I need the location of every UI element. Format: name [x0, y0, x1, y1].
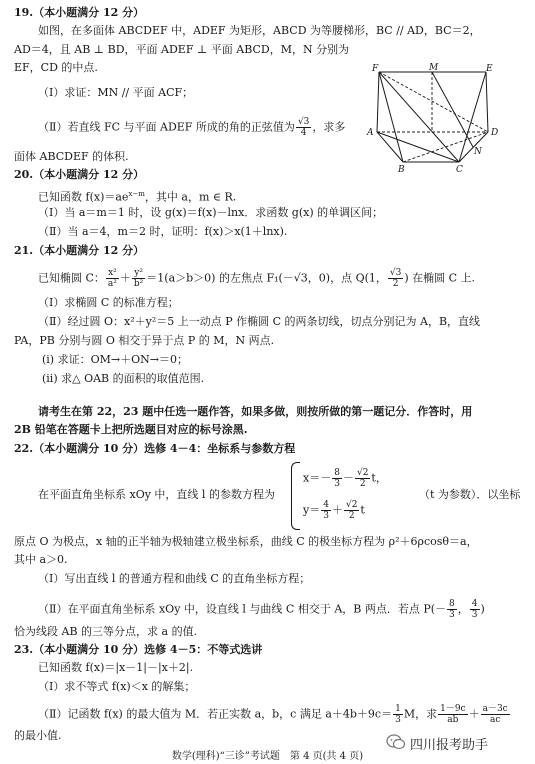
q21-part-2-cont: PA，PB 分别与圆 O 相交于异于点 P 的 M，N 两点.	[14, 334, 275, 347]
fraction: $\frac{√3}{4}$	[297, 117, 310, 138]
q21-sub-ii: (ii) 求△ OAB 的面积的取值范围.	[42, 372, 205, 385]
q22-text-line: 其中 a＞0.	[14, 553, 68, 566]
q23-part-2: （Ⅱ）记函数 f(x) 的最大值为 M．若正实数 a，b，c 满足 a＋4b＋9c＝ $\frac{1}{3}$ M，求 $\frac{1-9c}{ab}$ ＋ $\frac{a-3c}{ac}$	[38, 704, 508, 725]
watermark-text: 四川报考助手	[410, 738, 489, 753]
equation-y: y＝ $\frac{4}{3}$ ＋ $\frac{√2}{2}$ t	[303, 500, 365, 521]
q23-text-line: 已知函数 f(x)＝|x－1|－|x＋2|.	[38, 661, 194, 674]
label-F: F	[372, 64, 379, 74]
page-footer: 数学(理科)“三诊”考试题 第 4 页(共 4 页)	[171, 751, 364, 762]
q19-part-1: （Ⅰ）求证：MN // 平面 ACF；	[38, 86, 194, 99]
watermark	[386, 731, 518, 753]
q22-part-2: （Ⅱ）在平面直角坐标系 xOy 中，设直线 l 与曲线 C 相交于 A，B 两点．若点 P(－ $\frac{8}{3}$ ， $\frac{4}{3}$ )	[38, 599, 485, 620]
parametric-system	[291, 462, 401, 528]
label-M: M	[429, 63, 439, 73]
q23-part-1: （Ⅰ）求不等式 f(x)＜x 的解集；	[38, 680, 196, 693]
selection-notice: 请考生在第 22，23 题中任选一题作答，如果多做，则按所做的第一题记分．作答时，用	[38, 405, 473, 418]
q19-text-line: 面体 ABCDEF 的体积.	[14, 150, 129, 163]
q23-heading: 23.（本小题满分 10 分）选修 4－5：不等式选讲	[14, 643, 263, 656]
label-B: B	[398, 165, 405, 174]
q19-text-line: EF，CD 的中点.	[14, 61, 98, 74]
q21-sub-i: (i) 求证：OM→＋ON→＝0；	[42, 353, 188, 366]
q19-text-line: AD＝4，且 AB ⊥ BD，平面 ADEF ⊥ 平面 ABCD，M，N 分别为	[14, 43, 350, 56]
q19-text-line: 如图，在多面体 ABCDEF 中，ADEF 为矩形，ABCD 为等腰梯形，BC // AD，BC＝2，	[38, 24, 481, 37]
label-N: N	[474, 147, 482, 157]
q21-part-2: （Ⅱ）经过圆 O：x²＋y²＝5 上一动点 P 作椭圆 C 的两条切线，切点分别记为 A，B，直线	[38, 315, 481, 328]
q21-heading: 21.（本小题满分 12 分）	[14, 244, 145, 257]
q20-heading: 20.（本小题满分 12 分）	[14, 168, 145, 181]
q21-part-1: （Ⅰ）求椭圆 C 的标准方程；	[38, 296, 179, 309]
q23-text-line: 的最小值.	[14, 729, 62, 742]
label-D: D	[491, 128, 499, 138]
q22-part-1: （Ⅰ）写出直线 l 的普通方程和曲线 C 的直角坐标方程；	[38, 572, 311, 585]
q22-text-line: 原点 O 为极点，x 轴的正半轴为极轴建立极坐标系，曲线 C 的极坐标方程为 ρ²＋6ρcosθ＝a，	[14, 535, 478, 548]
wechat-logo-icon	[386, 732, 406, 752]
label-A: A	[367, 128, 374, 138]
equation-x: x＝－ $\frac{8}{3}$ － $\frac{√2}{2}$ t，	[303, 468, 387, 489]
label-C: C	[456, 165, 463, 174]
q22-text-line: 在平面直角坐标系 xOy 中，直线 l 的参数方程为	[38, 488, 275, 501]
q20-part-1: （Ⅰ）当 a＝m＝1 时，设 g(x)＝f(x)－lnx．求函数 g(x) 的单调区间；	[38, 206, 384, 219]
q21-text-line: 已知椭圆 C： $\frac{\text{x²}}{\text{a²}}$ ＋ $\frac{\text{y²}}{\text{b²}}$ ＝1(a＞b＞0) 的左焦点 F₁(－√3，0)，点 Q(1， $\frac{√3}{2}$ ) 在椭圆 C 上.	[38, 268, 476, 289]
q19-heading: 19.（本小题满分 12 分）	[14, 6, 145, 19]
q19-part-2: （Ⅱ）若直线 FC 与平面 ADEF 所成的角的正弦值为 $\frac{√3}{4}$ ，求多	[38, 117, 346, 138]
selection-notice: 2B 铅笔在答题卡上把所选题目对应的标号涂黑.	[14, 423, 248, 436]
q22-heading: 22.（本小题满分 10 分）选修 4－4：坐标系与参数方程	[14, 442, 296, 455]
q22-text-line: 恰为线段 AB 的三等分点，求 a 的值.	[14, 625, 198, 638]
q20-text-line: 已知函数 $f(x)=ae^{x-m}$，其中 a，m ∈ R.	[38, 190, 237, 204]
polyhedron-figure	[366, 62, 512, 174]
label-E: E	[486, 64, 493, 74]
q22-text-line: （t 为参数）．以坐标	[419, 488, 521, 501]
brace	[291, 462, 300, 530]
q20-part-2: （Ⅱ）当 a＝4，m＝2 时，证明：f(x)＞x(1＋lnx).	[38, 225, 288, 238]
